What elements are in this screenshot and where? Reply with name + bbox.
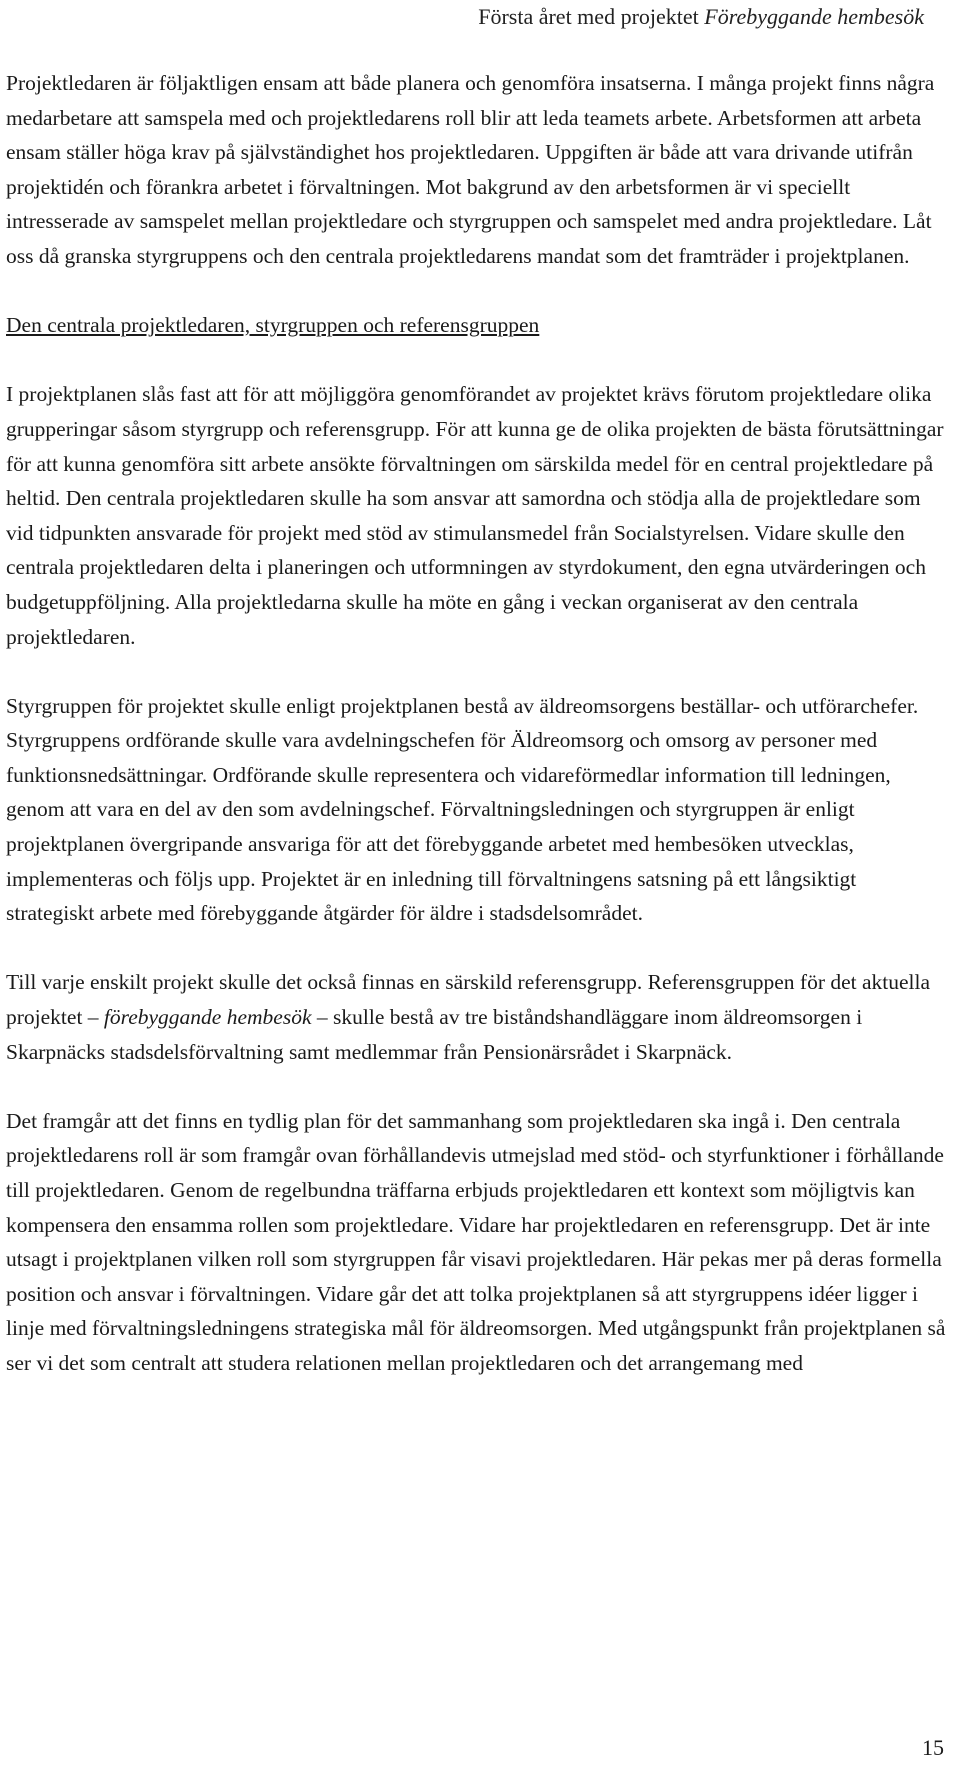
header-title: Första året med projektet	[478, 4, 705, 29]
page-number: 15	[922, 1735, 944, 1760]
paragraph-referensgrupp	[6, 965, 946, 1069]
paragraph-analys: Det framgår att det finns en tydlig plan för det sammanhang som projektledaren ska ingå i. Den centrala projektledarens roll är som framgår ovan förhållandevis utmejslad med stöd- och styrfunktioner i förhållande till projektledaren. Genom de regelbundna träffarna erbjuds projektledaren ett kontext som möjligtvis kan kompensera den ensamma rollen som projektledare. Vidare har projektledaren en referensgrupp. Det är inte utsagt i projektplanen vilken roll som styrgruppen får visavi projektledaren. Här pekas mer på deras formella position och ansvar i förvaltningen. Vidare går det att tolka projektplanen så att styrgruppens idéer ligger i linje med förvaltningsledningens strategiska mål för äldreomsorgen. Med utgångspunkt från projektplanen så ser vi det som centralt att studera relationen mellan projektledaren och det arrangemang med	[6, 1108, 946, 1375]
paragraph-projektplan: I projektplanen slås fast att för att möjliggöra genomförandet av projektet krävs förutom projektledare olika grupperingar såsom styrgrupp och referensgrupp. För att kunna ge de olika projekten de bästa förutsättningar för att kunna genomföra sitt arbete ansökte förvaltningen om särskilda medel för en central projektledare på heltid. Den centrala projektledaren skulle ha som ansvar att samordna och stödja alla de projektledare som vid tidpunkten ansvarade för projekt med stöd av stimulansmedel från Socialstyrelsen. Vidare skulle den centrala projektledaren delta i planeringen och utformningen av styrdokument, den egna utvärderingen och budgetuppföljning. Alla projektledarna skulle ha möte en gång i veckan organiserat av den centrala projektledaren.	[6, 382, 944, 649]
document-body	[6, 66, 946, 1381]
header-title-italic: Förebyggande hembesök	[704, 4, 924, 29]
paragraph-intro: Projektledaren är följaktligen ensam att både planera och genomföra insatserna. I många projekt finns några medarbetare att samspela med och projektledarens roll blir att leda teamets arbete. Arbetsformen att arbeta ensam ställer höga krav på självständighet hos projektledaren. Uppgiften är både att vara drivande utifrån projektidén och förankra arbetet i förvaltningen. Mot bakgrund av den arbetsformen är vi speciellt intresserade av samspelet mellan projektledare och styrgruppen och samspelet med andra projektledare. Låt oss då granska styrgruppens och den centrala projektledarens mandat som det framträder i projektplanen.	[6, 71, 935, 268]
running-header	[478, 3, 924, 31]
referens-text-before: Till varje enskilt projekt skulle det också finnas en särskild referensgrupp. Referensgruppen för det aktuella projektet –	[6, 970, 931, 1030]
referens-text-after: – skulle bestå av tre biståndshandläggare inom äldreomsorgen i Skarpnäcks stadsdelsförvaltning samt medlemmar från Pensionärsrådet i Skarpnäck.	[6, 1005, 863, 1064]
section-heading: Den centrala projektledaren, styrgruppen och referensgruppen	[6, 313, 540, 338]
paragraph-styrgrupp: Styrgruppen för projektet skulle enligt projektplanen bestå av äldreomsorgens beställar- och utförarchefer. Styrgruppens ordförande skulle vara avdelningschefen för Äldreomsorg och omsorg av personer med funktionsnedsättningar. Ordförande skulle representera och vidareförmedlar information till ledningen, genom att vara en del av den som avdelningschef. Förvaltningsledningen och styrgruppen är enligt projektplanen övergripande ansvariga för att det förebyggande arbetet med hembesöken utvecklas, implementeras och följs upp. Projektet är en inledning till förvaltningens satsning på ett långsiktigt strategiskt arbete med förebyggande åtgärder för äldre i stadsdelsområdet.	[6, 693, 919, 926]
referens-project-name: förebyggande hembesök	[103, 1005, 312, 1030]
